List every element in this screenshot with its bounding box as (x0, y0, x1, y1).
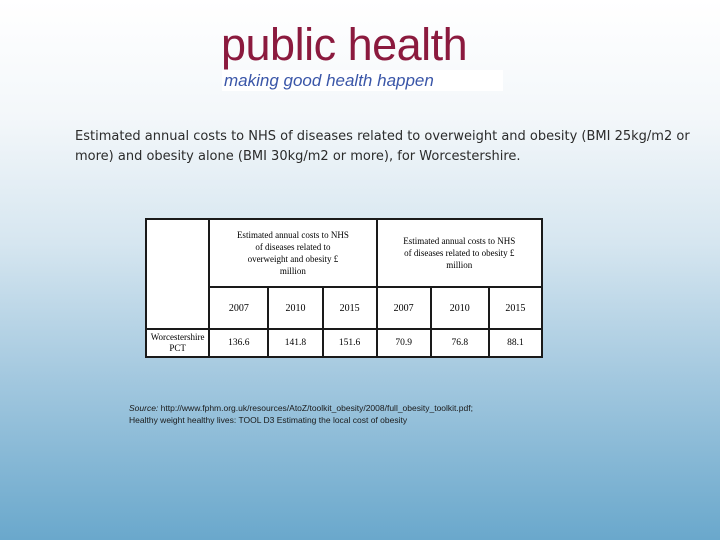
logo-tagline: making good health happen (222, 70, 503, 91)
cost-value: 141.8 (268, 329, 322, 357)
cost-table (145, 218, 543, 358)
table-row (146, 329, 542, 357)
header-overweight-obesity-text: Estimated annual costs to NHS of diseases related to overweight and obesity £ million (236, 230, 349, 276)
cost-value: 70.9 (377, 329, 431, 357)
cost-value: 151.6 (323, 329, 377, 357)
year-header: 2015 (489, 287, 542, 329)
year-header: 2010 (268, 287, 322, 329)
year-header: 2007 (209, 287, 268, 329)
source-title: Healthy weight healthy lives: TOOL D3 Estimating the local cost of obesity (129, 415, 408, 425)
public-health-logo (221, 19, 503, 90)
row-label: Worcestershire PCT (146, 329, 209, 357)
slide-caption: Estimated annual costs to NHS of diseases related to overweight and obesity (BMI 25kg/m2 or more) and obesity alone (BMI 30kg/m2 or more), for Worcestershire. (75, 129, 690, 164)
year-header: 2015 (323, 287, 377, 329)
header-overweight-obesity (209, 219, 376, 287)
header-obesity-text: Estimated annual costs to NHS of diseases related to obesity £ million (403, 236, 516, 270)
source-url: http://www.fphm.org.uk/resources/AtoZ/toolkit_obesity/2008/full_obesity_toolkit.pdf; (158, 403, 473, 413)
year-header: 2007 (377, 287, 431, 329)
cost-value: 88.1 (489, 329, 542, 357)
header-obesity (377, 219, 542, 287)
logo-title: public health (221, 19, 468, 70)
year-header: 2010 (431, 287, 489, 329)
cost-value: 76.8 (431, 329, 489, 357)
cost-value: 136.6 (209, 329, 268, 357)
source-label: Source: (129, 403, 159, 413)
empty-corner-cell (146, 219, 209, 329)
source-note (129, 402, 629, 426)
